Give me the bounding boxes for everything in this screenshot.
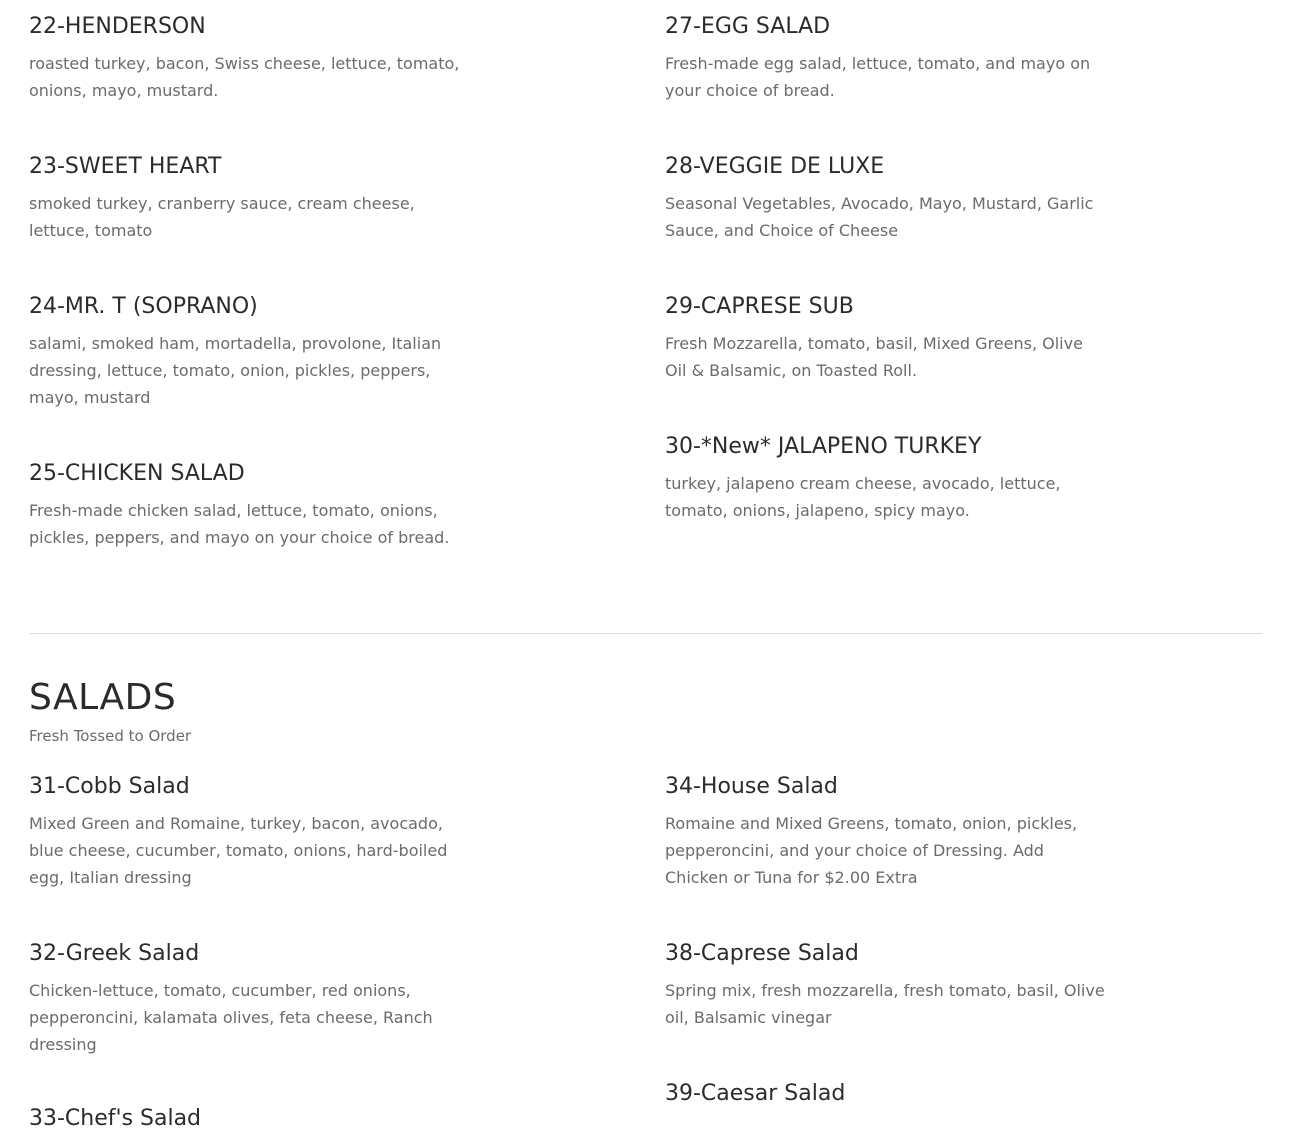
menu-item-description: Spring mix, fresh mozzarella, fresh tomato, basil, Olive oil, Balsamic vinegar xyxy=(665,981,1105,1027)
menu-item-title: 27-EGG SALAD xyxy=(665,14,831,39)
menu-item xyxy=(29,939,469,1058)
menu-item-description: Mixed Green and Romaine, turkey, bacon, avocado, blue cheese, cucumber, tomato, onions, hard-boiled egg, Italian dressing xyxy=(29,814,448,887)
menu-item-title: 38-Caprese Salad xyxy=(665,941,859,966)
menu-item xyxy=(29,12,469,104)
menu-item-description: roasted turkey, bacon, Swiss cheese, lettuce, tomato, onions, mayo, mustard. xyxy=(29,54,460,100)
menu-item-title: 23-SWEET HEART xyxy=(29,154,222,179)
menu-item-title: 30-*New* JALAPENO TURKEY xyxy=(665,434,982,459)
menu-item-description: Fresh-made egg salad, lettuce, tomato, and mayo on your choice of bread. xyxy=(665,54,1091,100)
menu-item xyxy=(665,772,1105,891)
menu-item-description: Fresh-made chicken salad, lettuce, tomato, onions, pickles, peppers, and mayo on your choice of bread. xyxy=(29,501,450,547)
menu-item-description: smoked turkey, cranberry sauce, cream cheese, lettuce, tomato xyxy=(29,194,415,240)
menu-item xyxy=(29,292,469,411)
menu-item-description: Romaine and Mixed Greens, tomato, onion, pickles, pepperoncini, and your choice of Dressing. Add Chicken or Tuna for $2.00 Extra xyxy=(665,814,1078,887)
menu-item xyxy=(665,152,1105,244)
menu-item xyxy=(665,1079,1105,1109)
section-title: SALADS xyxy=(29,677,177,718)
menu-item-description: Chicken-lettuce, tomato, cucumber, red onions, pepperoncini, kalamata olives, feta cheese, Ranch dressing xyxy=(29,981,433,1054)
menu-item-title: 22-HENDERSON xyxy=(29,14,206,39)
menu-item-title: 24-MR. T (SOPRANO) xyxy=(29,294,258,319)
menu-item-title: 25-CHICKEN SALAD xyxy=(29,461,245,486)
menu-item xyxy=(29,459,469,551)
menu-item-title: 34-House Salad xyxy=(665,774,838,799)
section-divider xyxy=(29,633,1262,634)
menu-item-title: 39-Caesar Salad xyxy=(665,1081,846,1106)
section-subtitle: Fresh Tossed to Order xyxy=(29,727,192,745)
menu-item xyxy=(665,432,1105,524)
menu-item-title: 29-CAPRESE SUB xyxy=(665,294,854,319)
menu-item-description: salami, smoked ham, mortadella, provolone, Italian dressing, lettuce, tomato, onion, pickles, peppers, mayo, mustard xyxy=(29,334,442,407)
menu-item xyxy=(29,1104,469,1134)
menu-item-title: 28-VEGGIE DE LUXE xyxy=(665,154,885,179)
menu-item-description: Fresh Mozzarella, tomato, basil, Mixed Greens, Olive Oil & Balsamic, on Toasted Roll. xyxy=(665,334,1083,380)
menu-item-title: 32-Greek Salad xyxy=(29,941,200,966)
menu-item-title: 33-Chef's Salad xyxy=(29,1106,202,1131)
menu-item xyxy=(29,772,469,891)
menu-item-description: Seasonal Vegetables, Avocado, Mayo, Mustard, Garlic Sauce, and Choice of Cheese xyxy=(665,194,1094,240)
menu-item-description: turkey, jalapeno cream cheese, avocado, lettuce, tomato, onions, jalapeno, spicy mayo. xyxy=(665,474,1061,520)
menu-item xyxy=(665,12,1105,104)
menu-item xyxy=(665,292,1105,384)
menu-item xyxy=(29,152,469,244)
menu-item-title: 31-Cobb Salad xyxy=(29,774,190,799)
menu-item xyxy=(665,939,1105,1031)
